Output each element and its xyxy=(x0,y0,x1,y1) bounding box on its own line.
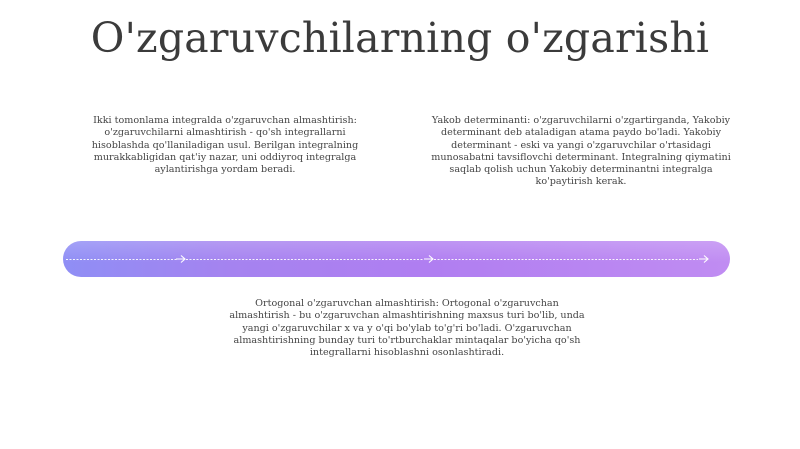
step-3-text: Ortogonal o'zgaruvchan almashtirish: Ortogonal o'zgaruvchan almashtirish - bu o'zgaruvchan almashtirishning maxsus turi bo'lib, unda yangi o'zgaruvchilar x va y o'qi bo'ylab to'g'ri bo'ladi. O'zgaruvchan almashtirishning bunday turi to'rtburchaklar mintaqalar bo'yicha qo'sh integrallarni hisoblashni osonlashtiradi. xyxy=(229,298,585,359)
step-1-text: Ikki tomonlama integralda o'zgaruvchan almashtirish: o'zgaruvchilarni almashtirish - qo'sh integrallarni hisoblashda qo'llaniladigan usul. Berilgan integralning murakkabligidan qat'iy nazar, uni oddiyroq integralga aylantirishga yordam beradi. xyxy=(91,115,359,176)
arrow-right-icon xyxy=(423,254,435,264)
slide-title: O'zgaruvchilarning o'zgarishi xyxy=(90,14,710,62)
step-2-text: Yakob determinanti: o'zgaruvchilarni o'zgartirganda, Yakobiy determinant deb ataladigan atama paydo bo'ladi. Yakobiy determinant - eski va yangi o'zgaruvchilar o'rtasidagi munosabatni tavsiflovchi determinant. Integralning qiymatini saqlab qolish uchun Yakobiy determinantni integralga ko'paytirish kerak. xyxy=(431,115,731,188)
arrow-right-icon xyxy=(698,254,710,264)
arrow-right-icon xyxy=(175,254,187,264)
timeline-bar xyxy=(63,241,730,277)
